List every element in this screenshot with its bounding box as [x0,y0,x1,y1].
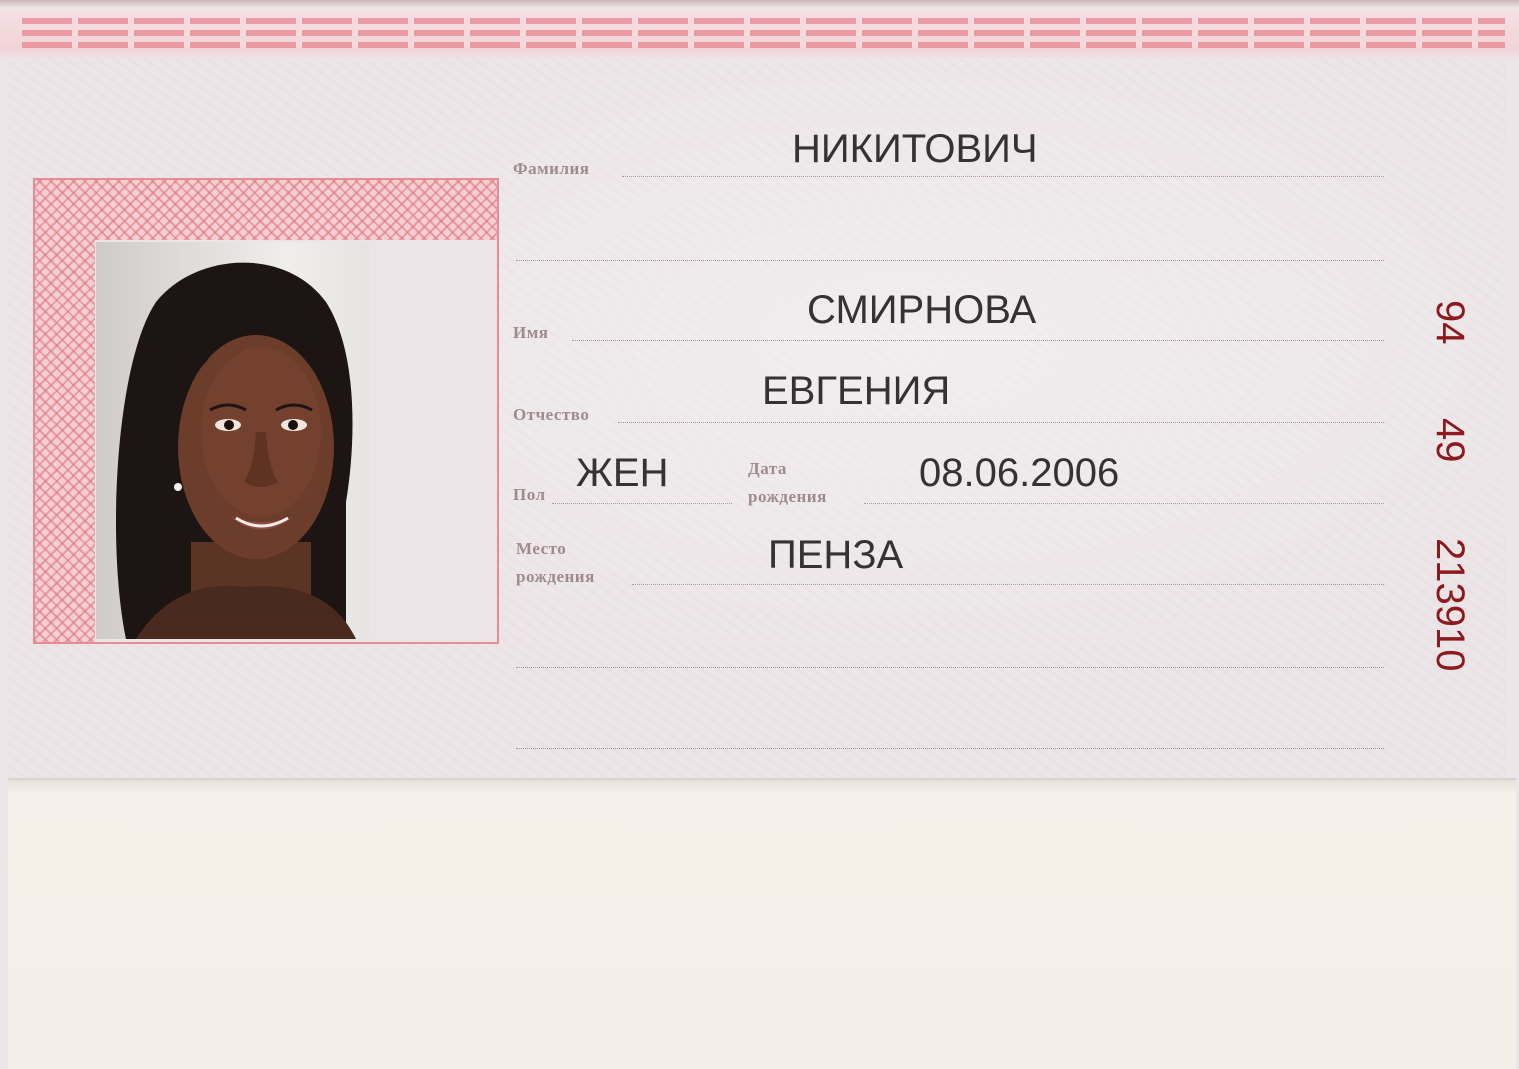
birth-date-value: 08.06.2006 [919,451,1120,495]
birth-place-value: ПЕНЗА [768,533,904,577]
serial-series-part2: 49 [1428,418,1472,463]
patronymic-value: ЕВГЕНИЯ [762,369,951,413]
holder-photo [96,242,369,639]
surname-line-2 [516,260,1384,261]
holographic-strip [0,0,1519,62]
given-name-line [572,340,1384,341]
blank-lower-page [8,778,1516,1069]
serial-number [1428,300,1472,690]
serial-series-part1: 94 [1428,300,1472,345]
birth-date-line [864,503,1384,504]
birth-place-line-3 [516,748,1384,749]
surname-line [622,176,1384,177]
patronymic-line [618,422,1384,423]
given-name-label: Имя [513,323,549,342]
birth-place-label-line2: рождения [516,567,595,586]
sex-value: ЖЕН [576,451,669,495]
serial-number-part: 213910 [1428,538,1472,672]
birth-date-label-line1: Дата [748,459,787,478]
surname-value: НИКИТОВИЧ [792,127,1038,171]
birth-date-label-line2: рождения [748,487,827,506]
birth-place-line [632,584,1384,585]
birth-place-line-2 [516,667,1384,668]
patronymic-label: Отчество [513,405,590,424]
sex-line [552,503,732,504]
portrait-image [96,242,369,639]
sex-label: Пол [513,485,546,504]
given-name-value: СМИРНОВА [807,288,1037,332]
birth-place-label-line1: Место [516,539,567,558]
surname-label: Фамилия [513,159,590,178]
